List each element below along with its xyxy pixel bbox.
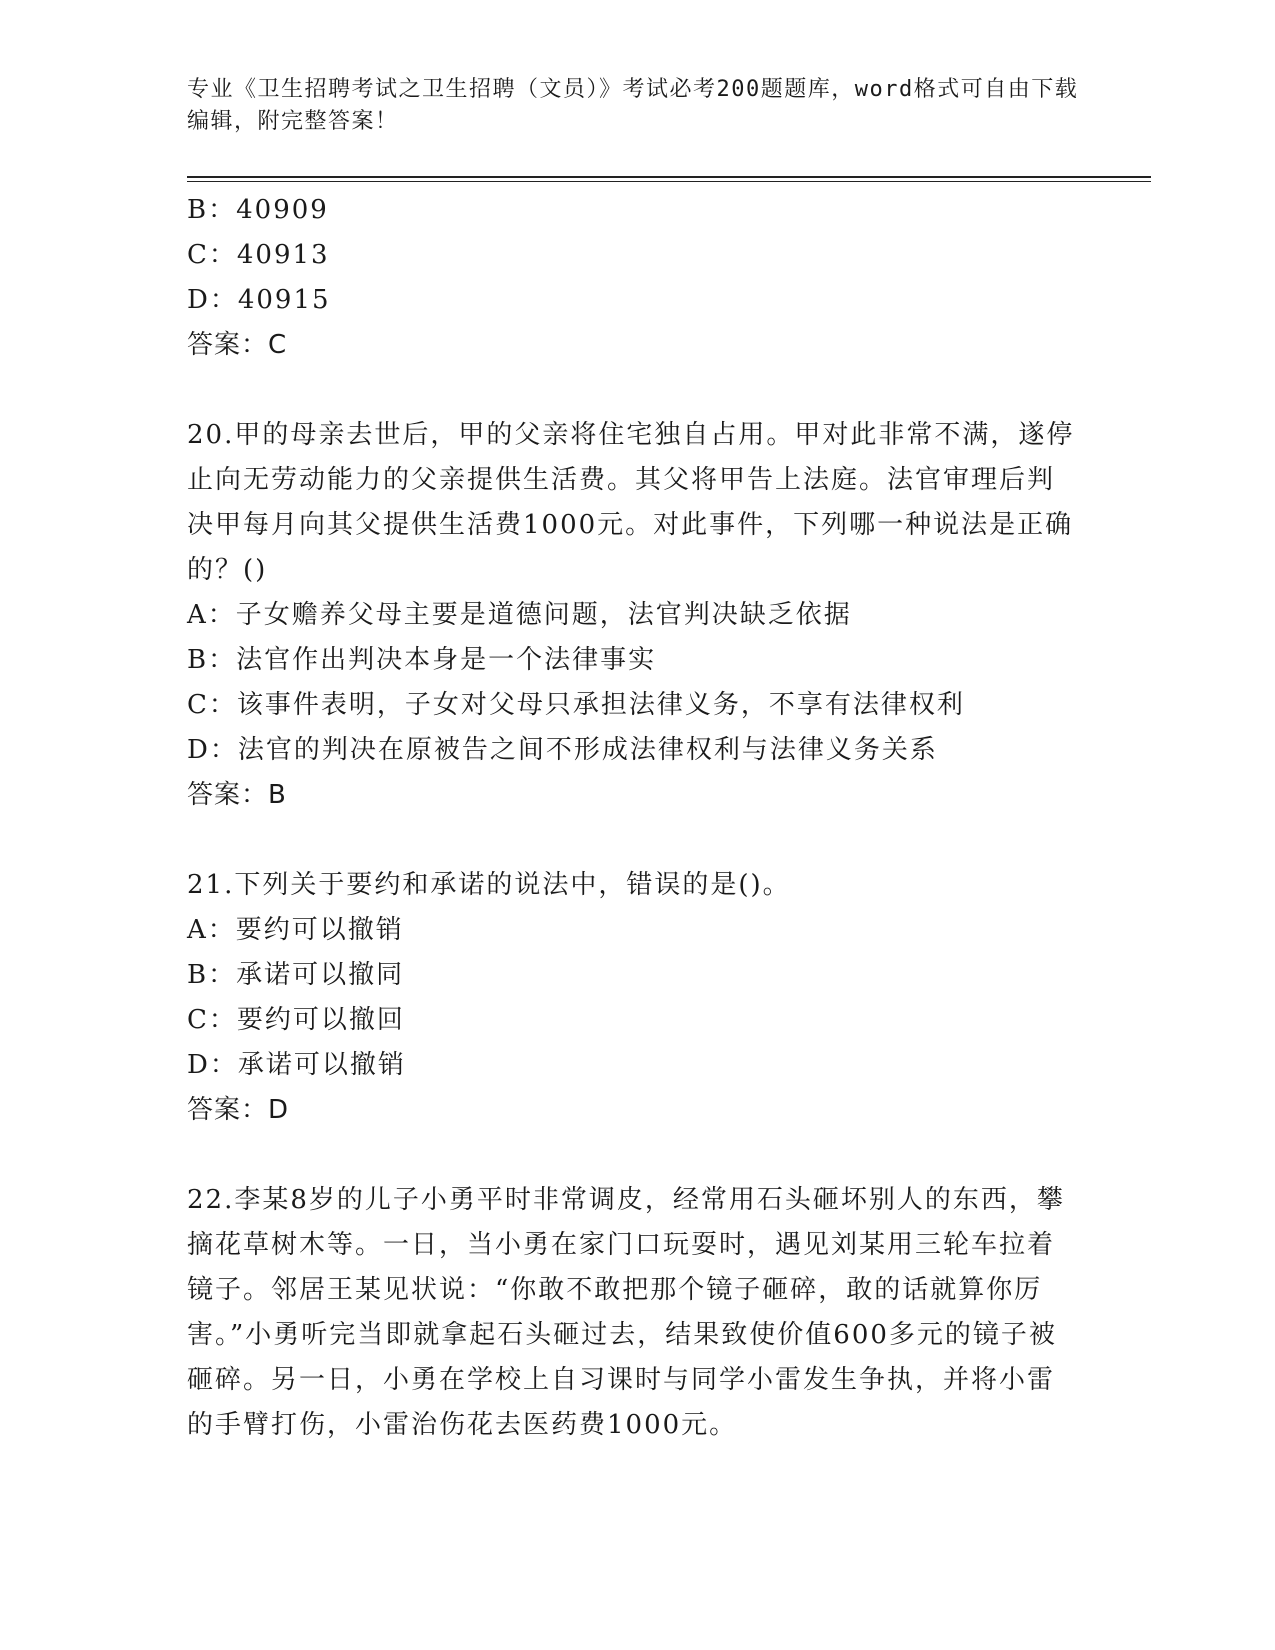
question-stem: 20.甲的母亲去世后，甲的父亲将住宅独自占用。甲对此非常不满，遂停止向无劳动能力的父亲提供生活费。其父将甲告上法庭。法官审理后判决甲每月向其父提供生活费1000元。对此事件，下列哪一种说法是正确的？() <box>187 420 1075 585</box>
answer: 答案：D <box>187 1095 290 1125</box>
answer: 答案：C <box>187 330 288 360</box>
option-a: A：要约可以撤销 <box>187 915 404 945</box>
header-rule-thick <box>187 176 1151 178</box>
option-b: B：法官作出判决本身是一个法律事实 <box>187 645 657 675</box>
page-header: 专业《卫生招聘考试之卫生招聘（文员）》考试必考200题题库，word格式可自由下载编辑，附完整答案！ <box>187 77 1079 134</box>
question-21 <box>187 863 1087 1133</box>
spacer <box>187 818 1087 863</box>
spacer <box>187 1133 1087 1178</box>
answer: 答案：B <box>187 780 287 810</box>
option-d: D：40915 <box>187 285 331 315</box>
option-d: D：法官的判决在原被告之间不形成法律权利与法律义务关系 <box>187 735 938 765</box>
option-c: C：该事件表明，子女对父母只承担法律义务，不享有法律权利 <box>187 690 965 720</box>
document-body <box>187 188 1087 1448</box>
spacer <box>187 368 1087 413</box>
option-c: C：40913 <box>187 240 330 270</box>
option-a: A：子女赡养父母主要是道德问题，法官判决缺乏依据 <box>187 600 852 630</box>
option-d: D：承诺可以撤销 <box>187 1050 406 1080</box>
question-stem: 21.下列关于要约和承诺的说法中，错误的是()。 <box>187 870 791 900</box>
header-rule-thin <box>187 181 1151 182</box>
prev-question <box>187 188 1087 368</box>
option-b: B：40909 <box>187 195 329 225</box>
option-b: B：承诺可以撤同 <box>187 960 405 990</box>
option-c: C：要约可以撤回 <box>187 1005 405 1035</box>
question-20 <box>187 413 1087 818</box>
question-22 <box>187 1178 1087 1448</box>
question-stem: 22.李某8岁的儿子小勇平时非常调皮，经常用石头砸坏别人的东西，攀摘花草树木等。一日，当小勇在家门口玩耍时，遇见刘某用三轮车拉着镜子。邻居王某见状说：“你敢不敢把那个镜子砸碎，敢的话就算你厉害。”小勇听完当即就拿起石头砸过去，结果致使价值600多元的镜子被砸碎。另一日，小勇在学校上自习课时与同学小雷发生争执，并将小雷的手臂打伤，小雷治伤花去医药费1000元。 <box>187 1185 1065 1440</box>
